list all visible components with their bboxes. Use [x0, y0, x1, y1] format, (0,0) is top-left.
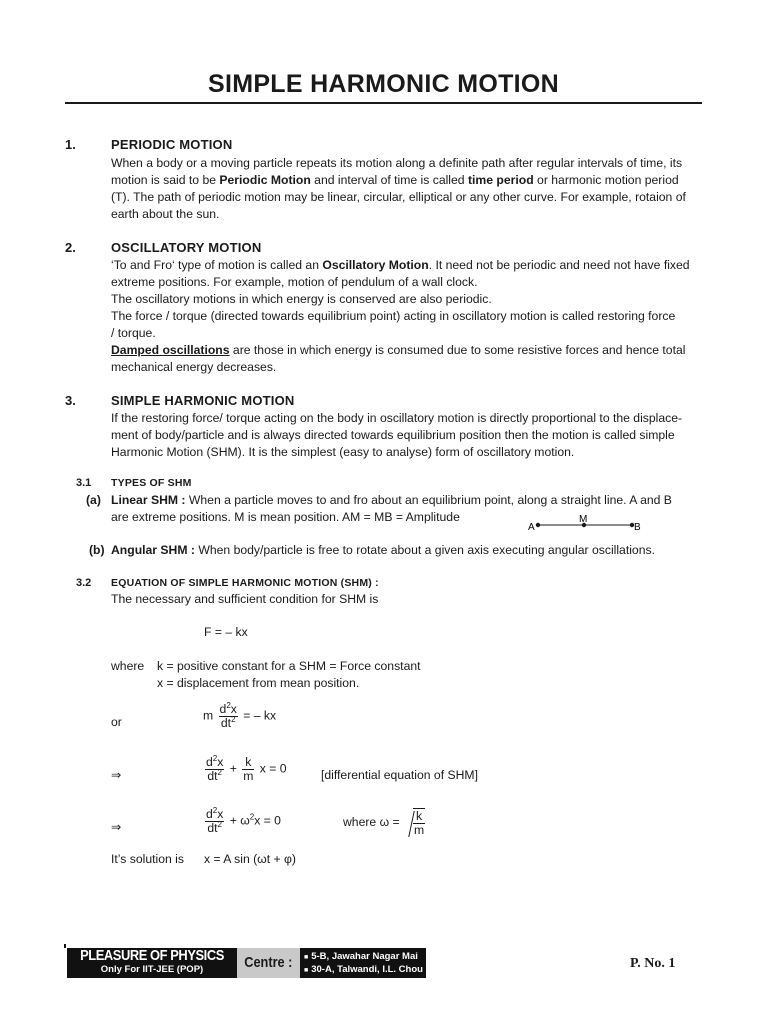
text-run: The force / torque (directed towards equilibrium point) acting in oscillatory motion is called restoring force [111, 309, 676, 323]
angular-shm-line [111, 542, 655, 559]
amb-line-diagram [528, 511, 644, 535]
paragraph-line [111, 172, 703, 189]
point-a-label: A [528, 522, 535, 533]
paragraph-line [111, 155, 703, 172]
m-symbol: m [414, 823, 425, 837]
text-run: earth about the sun. [111, 207, 220, 221]
angular-shm-term: Angular SHM : [111, 543, 195, 557]
footer-address-2 [300, 964, 426, 977]
square-exponent: 2 [226, 700, 231, 710]
dt-symbol: dt [207, 769, 218, 783]
paragraph-line [111, 274, 703, 291]
omega-term: + ω [229, 813, 250, 828]
x-symbol: x [217, 807, 224, 821]
text-run: / torque. [111, 326, 156, 340]
d2x-dt2-fraction [219, 700, 238, 730]
equation-rhs: x = 0 [259, 761, 287, 776]
omega-where-label: where ω = [343, 815, 400, 829]
section-3-heading: SIMPLE HARMONIC MOTION [111, 393, 295, 408]
d-symbol: d [219, 702, 227, 716]
x-symbol: x [217, 755, 224, 769]
bullet-icon: ■ [304, 954, 309, 961]
footer-centre-label [237, 948, 300, 978]
square-root [403, 808, 425, 837]
section-2-number: 2. [65, 240, 76, 255]
paragraph-line [111, 359, 703, 376]
text-run: motion is said to be [111, 173, 220, 187]
d-symbol: d [206, 807, 213, 821]
address-2-text: 30-A, Talwandi, I.L. Chou [311, 964, 423, 975]
or-label: or [111, 715, 122, 729]
paragraph-line [111, 308, 703, 325]
linear-shm-term: Linear SHM : [111, 493, 186, 507]
paragraph-line [111, 206, 703, 223]
d-symbol: d [206, 755, 213, 769]
paragraph-line [111, 342, 703, 359]
text-run: or harmonic motion period [533, 173, 679, 187]
footer-brand-box [67, 948, 237, 978]
k-symbol: k [413, 810, 425, 824]
d2x-dt2-fraction [205, 805, 224, 835]
page-title: SIMPLE HARMONIC MOTION [207, 70, 560, 98]
square-exponent: 2 [231, 714, 236, 724]
k-over-m-fraction [242, 756, 254, 783]
solution-label: It’s solution is [111, 852, 184, 866]
linear-shm-text-2: are extreme positions. M is mean position. AM = MB = Amplitude [111, 510, 460, 524]
equation-differential [203, 753, 287, 783]
section-2-heading: OSCILLATORY MOTION [111, 240, 262, 255]
d2x-dt2-fraction [205, 753, 224, 783]
paragraph-line [111, 325, 703, 342]
x-symbol: x [230, 702, 237, 716]
footer-brand-subtitle: Only For IIT-JEE (POP) [100, 964, 204, 975]
square-exponent: 2 [217, 819, 222, 829]
section-2-body [111, 257, 703, 376]
paragraph-line [111, 257, 703, 274]
text-run: . It need not be periodic and need not have fixed [428, 258, 690, 272]
centre-text: Centre : [244, 954, 293, 971]
shm-condition-intro: The necessary and sufficient condition for SHM is [111, 592, 379, 606]
square-exponent: 2 [249, 812, 255, 822]
paragraph-line [111, 410, 703, 427]
subsection-3-2-heading: EQUATION OF SIMPLE HARMONIC MOTION (SHM) : [111, 577, 379, 589]
where-x-definition: x = displacement from mean position. [157, 676, 360, 690]
paragraph-line [111, 427, 703, 444]
square-exponent: 2 [217, 767, 222, 777]
point-b-label: B [634, 522, 641, 533]
m-symbol: m [243, 769, 254, 783]
k-over-m-fraction [413, 808, 425, 837]
equation-rhs: x = 0 [254, 813, 281, 828]
text-run: Harmonic Motion (SHM). It is the simplest (easy to analyse) form of oscillatory motion. [111, 445, 575, 459]
implies-symbol: ⇒ [111, 768, 122, 782]
subsection-3-1-heading: TYPES OF SHM [111, 477, 192, 489]
square-exponent: 2 [212, 805, 218, 815]
section-1-heading: PERIODIC MOTION [111, 137, 233, 152]
paragraph-line [111, 291, 703, 308]
angular-shm-text: When body/particle is free to rotate about a given axis executing angular oscillations. [194, 543, 655, 557]
implies-symbol: ⇒ [111, 820, 122, 834]
footer-address-1 [300, 951, 426, 964]
text-run: ‘To and Fro‘ type of motion is called an [111, 258, 323, 272]
equation-newton-form [203, 700, 277, 730]
section-3-body [111, 410, 703, 461]
text-run: and interval of time is called [310, 173, 468, 187]
text-run: extreme positions. For example, motion of pendulum of a wall clock. [111, 275, 478, 289]
text-run: When a body or a moving particle repeats its motion along a definite path after regular intervals of time, its [111, 156, 683, 170]
underlined-term: Damped oscillations [111, 343, 230, 357]
section-1-number: 1. [65, 137, 76, 152]
text-run: mechanical energy decreases. [111, 360, 277, 374]
text-run: are those in which energy is consumed due to some resistive forces and hence total [229, 343, 686, 357]
linear-shm-label: (a) [86, 493, 101, 507]
footer-tick [64, 944, 66, 948]
footer-brand: PLEASURE OF PHYSICS [80, 947, 224, 964]
text-run: ment of body/particle and is always directed towards equilibrium position then the motion is called simple [111, 428, 675, 442]
footer-addresses [300, 948, 426, 978]
text-run: The oscillatory motions in which energy is conserved are also periodic. [111, 292, 492, 306]
k-symbol: k [242, 756, 254, 770]
mass-symbol: m [203, 708, 214, 723]
where-k-definition: k = positive constant for a SHM = Force constant [157, 659, 421, 673]
point-m-label: M [579, 514, 588, 525]
section-3-number: 3. [65, 393, 76, 408]
subsection-3-2-number: 3.2 [76, 577, 92, 589]
section-1-body [111, 155, 703, 223]
paragraph-line [111, 189, 703, 206]
differential-equation-note: [differential equation of SHM] [321, 768, 478, 782]
equation-rhs: = – kx [243, 708, 277, 723]
angular-shm-label: (b) [89, 543, 105, 557]
linear-shm-line-1 [111, 492, 672, 509]
bold-term: Periodic Motion [219, 173, 311, 187]
linear-shm-text-1: When a particle moves to and fro about an equilibrium point, along a straight line. A and B [185, 493, 672, 507]
paragraph-line [111, 444, 703, 461]
where-label: where [111, 659, 145, 673]
bullet-icon: ■ [304, 967, 309, 974]
page-number: P. No. 1 [630, 956, 676, 971]
text-run: (T). The path of periodic motion may be linear, circular, elliptical or any other curve. For example, rotaion of [111, 190, 686, 204]
text-run: If the restoring force/ torque acting on the body in oscillatory motion is directly proportional to the displace- [111, 411, 683, 425]
equation-force: F = – kx [204, 625, 248, 639]
plus-sign: + [229, 761, 237, 776]
dt-symbol: dt [207, 821, 218, 835]
dt-symbol: dt [220, 716, 232, 730]
title-divider [65, 102, 702, 104]
subsection-3-1-number: 3.1 [76, 477, 92, 489]
bold-term: time period [467, 173, 534, 187]
solution-equation: x = A sin (ωt + φ) [204, 852, 296, 866]
address-1-text: 5-B, Jawahar Nagar Mai [311, 951, 418, 962]
square-exponent: 2 [212, 753, 218, 763]
bold-term: Oscillatory Motion [322, 258, 429, 272]
equation-omega-form [203, 805, 281, 835]
omega-definition [343, 808, 425, 837]
